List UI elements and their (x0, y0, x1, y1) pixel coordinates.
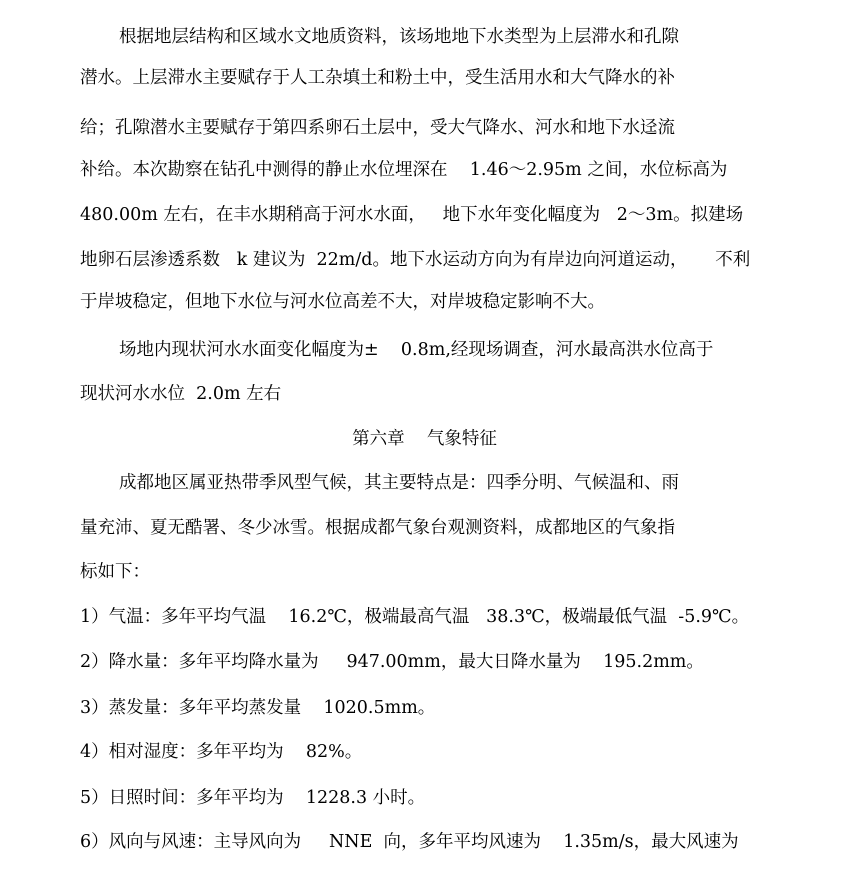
text-line: 地卵石层渗透系数 k 建议为 22m/d。地下水运动方向为有岸边向河道运动， 不利 (80, 250, 751, 270)
text-line: 根据地层结构和区域水文地质资料，该场地地下水类型为上层滞水和孔隙 (119, 27, 679, 47)
text-line: 成都地区属亚热带季风型气候，其主要特点是：四季分明、气候温和、雨 (119, 473, 679, 493)
text-line: 场地内现状河水水面变化幅度为± 0.8m,经现场调查，河水最高洪水位高于 (119, 340, 714, 360)
text-line: 给；孔隙潜水主要赋存于第四系卵石土层中，受大气降水、河水和地下水迳流 (80, 118, 675, 138)
chapter-title: 第六章 气象特征 (352, 429, 497, 449)
climate-item: 2）降水量：多年平均降水量为 947.00mm，最大日降水量为 195.2mm。 (80, 652, 704, 672)
climate-item: 5）日照时间：多年平均为 1228.3 小时。 (80, 788, 426, 808)
text-line: 现状河水水位 2.0m 左右 (80, 384, 282, 404)
text-line: 480.00m 左右，在丰水期稍高于河水水面， 地下水年变化幅度为 2～3m。拟建场 (80, 205, 744, 225)
text-line: 标如下： (80, 562, 150, 582)
text-line: 量充沛、夏无酷署、冬少冰雪。根据成都气象台观测资料，成都地区的气象指 (80, 518, 675, 538)
text-line: 潜水。上层滞水主要赋存于人工杂填土和粉土中，受生活用水和大气降水的补 (80, 68, 675, 88)
climate-item: 1）气温：多年平均气温 16.2℃，极端最高气温 38.3℃，极端最低气温 -5.9℃。 (80, 607, 750, 627)
climate-item: 3）蒸发量：多年平均蒸发量 1020.5mm。 (80, 698, 436, 718)
climate-item: 4）相对湿度：多年平均为 82%。 (80, 742, 363, 762)
text-line: 于岸坡稳定，但地下水位与河水位高差不大，对岸坡稳定影响不大。 (80, 292, 605, 312)
climate-item: 6）风向与风速：主导风向为 NNE 向，多年平均风速为 1.35m/s，最大风速为 (80, 832, 739, 852)
text-line: 补给。本次勘察在钻孔中测得的静止水位埋深在 1.46～2.95m 之间，水位标高为 (80, 160, 728, 180)
